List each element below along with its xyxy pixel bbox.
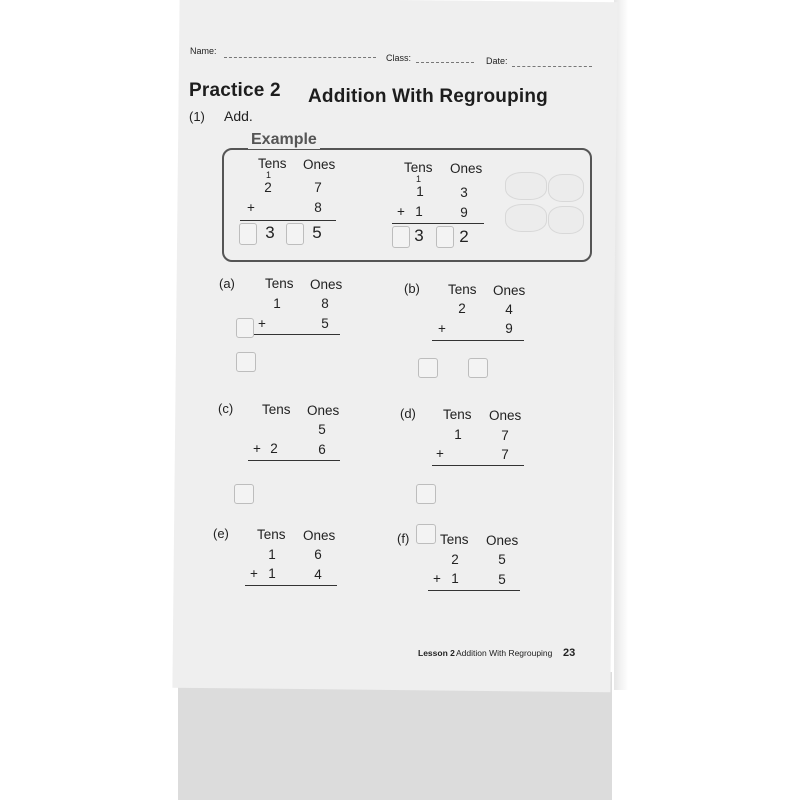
carry-digit: 1 — [266, 170, 272, 180]
addend-ones-digit: 4 — [314, 567, 322, 582]
answer-box[interactable] — [236, 318, 254, 338]
tens-heading: Tens — [257, 527, 286, 542]
answer-ones-digit: 2 — [459, 227, 469, 246]
ones-heading: Ones — [303, 157, 336, 172]
lesson-title: Addition With Regrouping — [456, 648, 553, 658]
ones-heading: Ones — [489, 408, 522, 423]
ones-heading: Ones — [486, 533, 519, 548]
plus-sign: + — [258, 316, 266, 331]
sum-line — [392, 223, 484, 224]
answer-tens-digit: 3 — [265, 223, 275, 242]
carry-digit: 1 — [416, 174, 422, 184]
plus-sign: + — [433, 571, 441, 586]
top-ones-digit: 6 — [314, 547, 322, 562]
decorative-icon — [505, 172, 547, 200]
ones-heading: Ones — [310, 277, 343, 292]
top-ones-digit: 7 — [314, 180, 322, 195]
date-label: Date: — [486, 56, 508, 66]
date-field[interactable] — [512, 66, 592, 67]
tens-heading: Tens — [265, 276, 294, 291]
answer-box[interactable] — [234, 484, 254, 504]
addend-ones-digit: 5 — [498, 572, 506, 587]
name-field[interactable] — [224, 57, 376, 58]
plus-sign: + — [438, 321, 446, 336]
addend-ones-digit: 5 — [321, 316, 329, 331]
top-ones-digit: 5 — [318, 422, 326, 437]
sum-line — [248, 460, 340, 461]
top-ones-digit: 8 — [321, 296, 329, 311]
decorative-icon — [505, 204, 547, 232]
exercise-label: (b) — [404, 281, 420, 296]
answer-tens-digit: 3 — [414, 226, 424, 245]
sum-line — [432, 465, 524, 466]
answer-box[interactable] — [416, 484, 436, 504]
top-ones-digit: 5 — [498, 552, 506, 567]
exercise-label: (a) — [219, 276, 235, 291]
top-tens-digit: 2 — [458, 301, 466, 316]
tens-heading: Tens — [443, 407, 472, 422]
class-field[interactable] — [416, 62, 474, 63]
addend-ones-digit: 8 — [314, 200, 322, 215]
answer-box[interactable] — [468, 358, 488, 378]
top-tens-digit: 1 — [273, 296, 281, 311]
addend-tens-digit: 2 — [270, 441, 278, 456]
exercise-label: (f) — [397, 531, 410, 546]
addend-tens-digit: 1 — [415, 204, 423, 219]
decorative-icon — [548, 206, 584, 234]
plus-sign: + — [436, 446, 444, 461]
addend-tens-digit: 1 — [268, 566, 276, 581]
sum-line — [252, 334, 340, 335]
sum-line — [245, 585, 337, 586]
plus-sign: + — [247, 200, 255, 215]
answer-box[interactable] — [418, 358, 438, 378]
answer-ones-digit: 5 — [312, 223, 322, 242]
addend-ones-digit: 6 — [318, 442, 326, 457]
answer-box[interactable] — [236, 352, 256, 372]
top-tens-digit: 1 — [416, 184, 424, 199]
top-ones-digit: 3 — [460, 185, 468, 200]
addend-ones-digit: 7 — [501, 447, 509, 462]
class-label: Class: — [386, 53, 412, 63]
tens-heading: Tens — [448, 282, 477, 297]
page-title: Addition With Regrouping — [308, 86, 548, 107]
ones-heading: Ones — [307, 403, 340, 418]
tens-heading: Tens — [258, 156, 287, 171]
top-tens-digit: 2 — [451, 552, 459, 567]
top-tens-digit: 1 — [454, 427, 462, 442]
plus-sign: + — [253, 441, 261, 456]
sum-line — [428, 590, 520, 591]
answer-box — [239, 223, 257, 245]
tens-heading: Tens — [262, 402, 291, 417]
addend-ones-digit: 9 — [505, 321, 513, 336]
sum-line — [240, 220, 336, 221]
plus-sign: + — [397, 204, 405, 219]
ones-heading: Ones — [303, 528, 336, 543]
decorative-icon — [548, 174, 584, 202]
ones-heading: Ones — [493, 283, 526, 298]
answer-box[interactable] — [416, 524, 436, 544]
exercise-label: (e) — [213, 526, 229, 541]
tens-heading: Tens — [404, 160, 433, 175]
page-number: 23 — [563, 647, 576, 659]
example-label: Example — [248, 131, 320, 149]
top-tens-digit: 1 — [268, 547, 276, 562]
name-label: Name: — [190, 46, 217, 56]
plus-sign: + — [250, 566, 258, 581]
tens-heading: Tens — [440, 532, 469, 547]
exercise-label: (c) — [218, 401, 234, 416]
answer-box — [286, 223, 304, 245]
question-instruction: Add. — [224, 108, 253, 124]
addend-tens-digit: 1 — [451, 571, 459, 586]
top-ones-digit: 7 — [501, 428, 509, 443]
addend-ones-digit: 9 — [460, 205, 468, 220]
practice-number: Practice 2 — [189, 80, 281, 101]
exercise-label: (d) — [400, 406, 416, 421]
question-number: (1) — [189, 109, 205, 124]
top-tens-digit: 2 — [264, 180, 272, 195]
top-ones-digit: 4 — [505, 302, 513, 317]
sum-line — [432, 340, 524, 341]
ones-heading: Ones — [450, 161, 483, 176]
lesson-number: Lesson 2 — [418, 648, 455, 658]
